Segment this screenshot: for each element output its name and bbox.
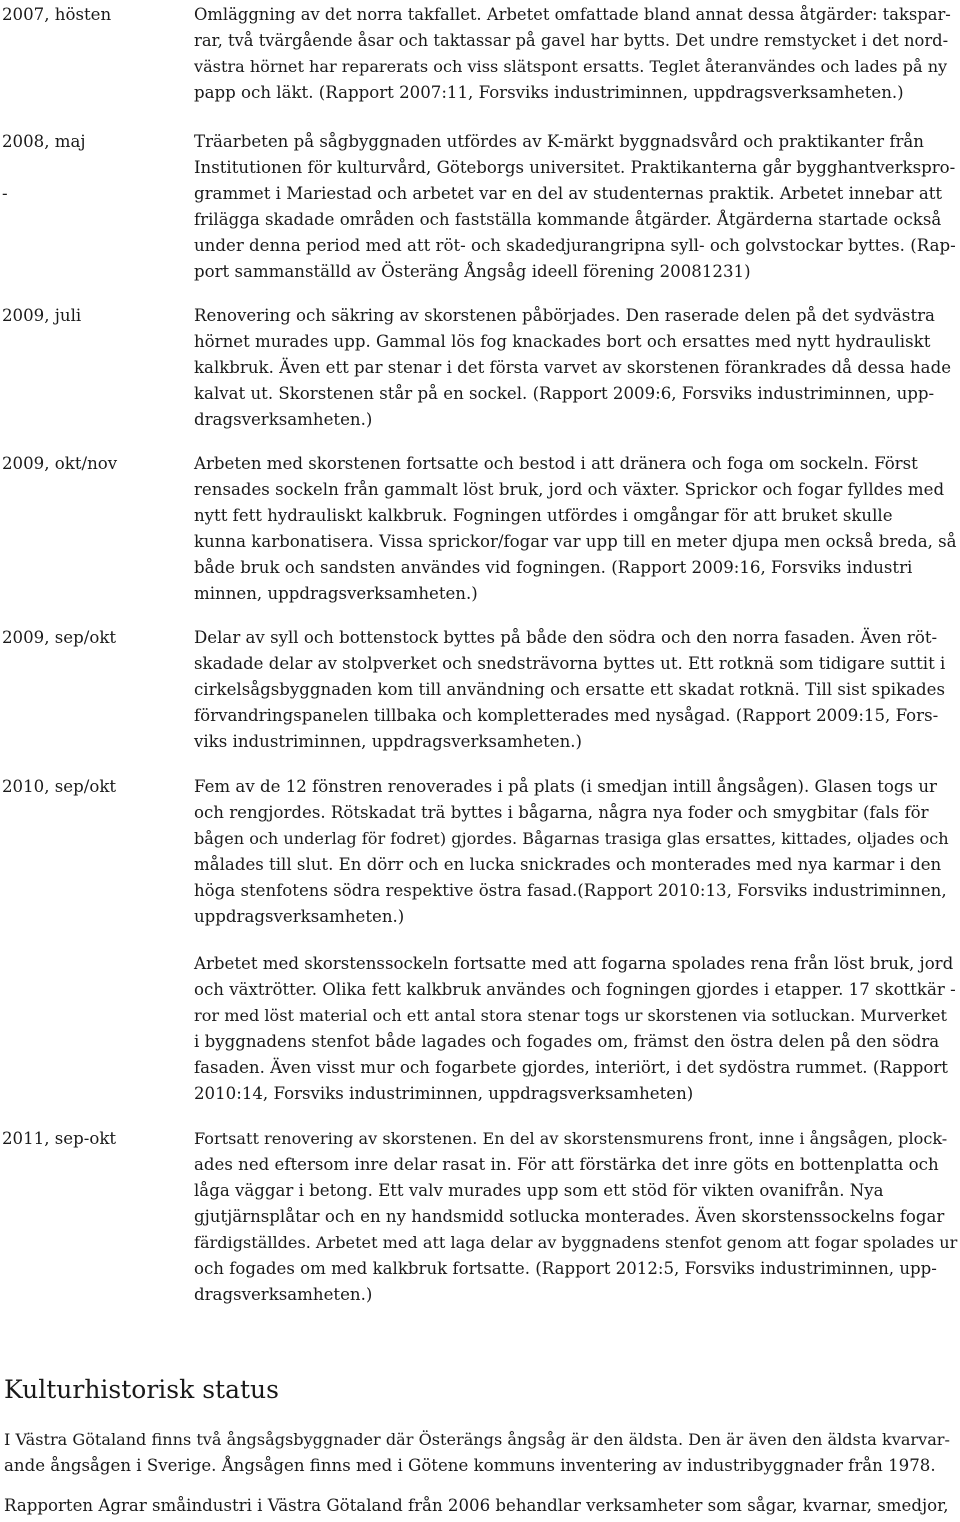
- entry-text-line: både bruk och sandsten användes vid fogningen. (Rapport 2009:16, Forsviks industri: [194, 558, 913, 577]
- entry-text-line: ror med löst material och ett antal stora stenar togs ur skorstenen via sotluckan. Murverket: [194, 1006, 947, 1025]
- entry-date: 2007, hösten: [2, 5, 112, 24]
- entry-text-line: färdigställdes. Arbetet med att laga delar av byggnadens stenfot genom att fogar spolades ur: [194, 1233, 958, 1252]
- entry-text-line: rensades sockeln från gammalt löst bruk, jord och växter. Sprickor och fogar fylldes med: [194, 480, 945, 499]
- entry-text-line: cirkelsågsbyggnaden kom till användning och ersatte ett skadat rotknä. Till sist spikades: [194, 680, 946, 699]
- entry-text-line: nytt fett hydrauliskt kalkbruk. Fogningen utfördes i omgångar för att bruket skulle: [194, 506, 893, 525]
- entry-text-line: Fem av de 12 fönstren renoverades i på plats (i smedjan intill ångsågen). Glasen togs ur: [194, 777, 937, 796]
- entry-text-line: 2010:14, Forsviks industriminnen, uppdragsverksamheten): [194, 1084, 694, 1103]
- entry-text-line: och rengjordes. Rötskadat trä byttes i bågarna, några nya foder och smygbitar (fals för: [194, 803, 929, 822]
- entry-text-line: Fortsatt renovering av skorstenen. En del av skorstensmurens front, inne i ångsågen, plock-: [194, 1129, 948, 1148]
- section-heading: Kulturhistorisk status: [4, 1375, 279, 1404]
- entry-text-line: förvandringspanelen tillbaka och kompletterades med nysågad. (Rapport 2009:15, Fors-: [194, 706, 939, 725]
- entry-text-line: i byggnadens stenfot både lagades och fogades om, främst den östra delen på den södra: [194, 1032, 940, 1051]
- entry-text-line: Arbeten med skorstenen fortsatte och bestod i att dränera och foga om sockeln. Först: [194, 454, 918, 473]
- entry-text-line: Träarbeten på sågbyggnaden utfördes av K-märkt byggnadsvård och praktikanter från: [194, 132, 924, 151]
- entry-text-line: ades ned eftersom inre delar rasat in. För att förstärka det inre göts en bottenplatta och: [194, 1155, 939, 1174]
- entry-text-line: grammet i Mariestad och arbetet var en del av studenternas praktik. Arbetet innebar att: [194, 184, 943, 203]
- paragraph-line: I Västra Götaland finns två ångsågsbyggnader där Österängs ångsåg är den äldsta. Den är även den äldsta kvarvar-: [4, 1430, 950, 1449]
- entry-date: 2008, maj: [2, 132, 86, 151]
- entry-text-line: kalkbruk. Även ett par stenar i det första varvet av skorstenen förankrades då dessa hade: [194, 358, 952, 377]
- entry-text-line: bågen och underlag för fodret) gjordes. Bågarnas trasiga glas ersattes, kittades, oljades och: [194, 829, 949, 848]
- entry-text-line: dragsverksamheten.): [194, 410, 373, 429]
- entry-text-line: västra hörnet har reparerats och viss slätspont ersatts. Teglet återanvändes och lades på ny: [194, 57, 948, 76]
- entry-date-extra: -: [2, 184, 8, 203]
- entry-date: 2010, sep/okt: [2, 777, 117, 796]
- entry-text-line: viks industriminnen, uppdragsverksamheten.): [194, 732, 583, 751]
- entry-date: 2009, juli: [2, 306, 82, 325]
- entry-text-line: och fogades om med kalkbruk fortsatte. (Rapport 2012:5, Forsviks industriminnen, upp-: [194, 1259, 937, 1278]
- entry-text-line: Omläggning av det norra takfallet. Arbetet omfattade bland annat dessa åtgärder: takspar-: [194, 5, 951, 24]
- entry-text-line: fasaden. Även visst mur och fogarbete gjordes, interiört, i det sydöstra rummet. (Rapport: [194, 1058, 948, 1077]
- entry-text-line: frilägga skadade områden och fastställa kommande åtgärder. Åtgärderna startade också: [194, 210, 942, 229]
- entry-text-line: kunna karbonatisera. Vissa sprickor/fogar var upp till en meter djupa men också breda, så: [194, 532, 957, 551]
- entry-text-line: Delar av syll och bottenstock byttes på både den södra och den norra fasaden. Även röt-: [194, 628, 938, 647]
- paragraph-line: ande ångsågen i Sverige. Ångsågen finns med i Götene kommuns inventering av industribyggnader från 1978.: [4, 1456, 936, 1475]
- entry-text-line: port sammanställd av Österäng Ångsåg ideell förening 20081231): [194, 262, 751, 281]
- entry-text-line: och växtrötter. Olika fett kalkbruk användes och fogningen gjordes i etapper. 17 skottkär -: [194, 980, 956, 999]
- entry-date: 2009, sep/okt: [2, 628, 117, 647]
- entry-text-line: skadade delar av stolpverket och snedsträvorna byttes ut. Ett rotknä som tidigare suttit i: [194, 654, 946, 673]
- entry-text-line: Renovering och säkring av skorstenen påbörjades. Den raserade delen på det sydvästra: [194, 306, 935, 325]
- entry-text-line: höga stenfotens södra respektive östra fasad.(Rapport 2010:13, Forsviks industriminnen,: [194, 881, 947, 900]
- entry-text-line: uppdragsverksamheten.): [194, 907, 405, 926]
- entry-text-line: gjutjärnsplåtar och en ny handsmidd sotlucka monterades. Även skorstenssockelns fogar: [194, 1207, 945, 1226]
- entry-text-line: Arbetet med skorstenssockeln fortsatte med att fogarna spolades rena från löst bruk, jord: [194, 954, 954, 973]
- entry-date: 2011, sep-okt: [2, 1129, 117, 1148]
- entry-date: 2009, okt/nov: [2, 454, 118, 473]
- entry-text-line: hörnet murades upp. Gammal lös fog knackades bort och ersattes med nytt hydrauliskt: [194, 332, 931, 351]
- paragraph-line: Rapporten Agrar småindustri i Västra Götaland från 2006 behandlar verksamheter som sågar, kvarnar, smedjor,: [4, 1496, 949, 1515]
- entry-text-line: papp och läkt. (Rapport 2007:11, Forsviks industriminnen, uppdragsverksamheten.): [194, 83, 904, 102]
- entry-text-line: målades till slut. En dörr och en lucka snickrades och monterades med nya karmar i den: [194, 855, 942, 874]
- entry-text-line: låga väggar i betong. Ett valv murades upp som ett stöd för vikten ovanifrån. Nya: [194, 1181, 884, 1200]
- entry-text-line: minnen, uppdragsverksamheten.): [194, 584, 478, 603]
- entry-text-line: under denna period med att röt- och skadedjurangripna syll- och golvstockar byttes. (Rap-: [194, 236, 956, 255]
- entry-text-line: rar, två tvärgående åsar och taktassar på gavel har bytts. Det undre remstycket i det nord-: [194, 31, 949, 50]
- entry-text-line: dragsverksamheten.): [194, 1285, 373, 1304]
- entry-text-line: Institutionen för kulturvård, Göteborgs universitet. Praktikanterna går bygghantverkspro-: [194, 158, 956, 177]
- entry-text-line: kalvat ut. Skorstenen står på en sockel. (Rapport 2009:6, Forsviks industriminnen, upp-: [194, 384, 935, 403]
